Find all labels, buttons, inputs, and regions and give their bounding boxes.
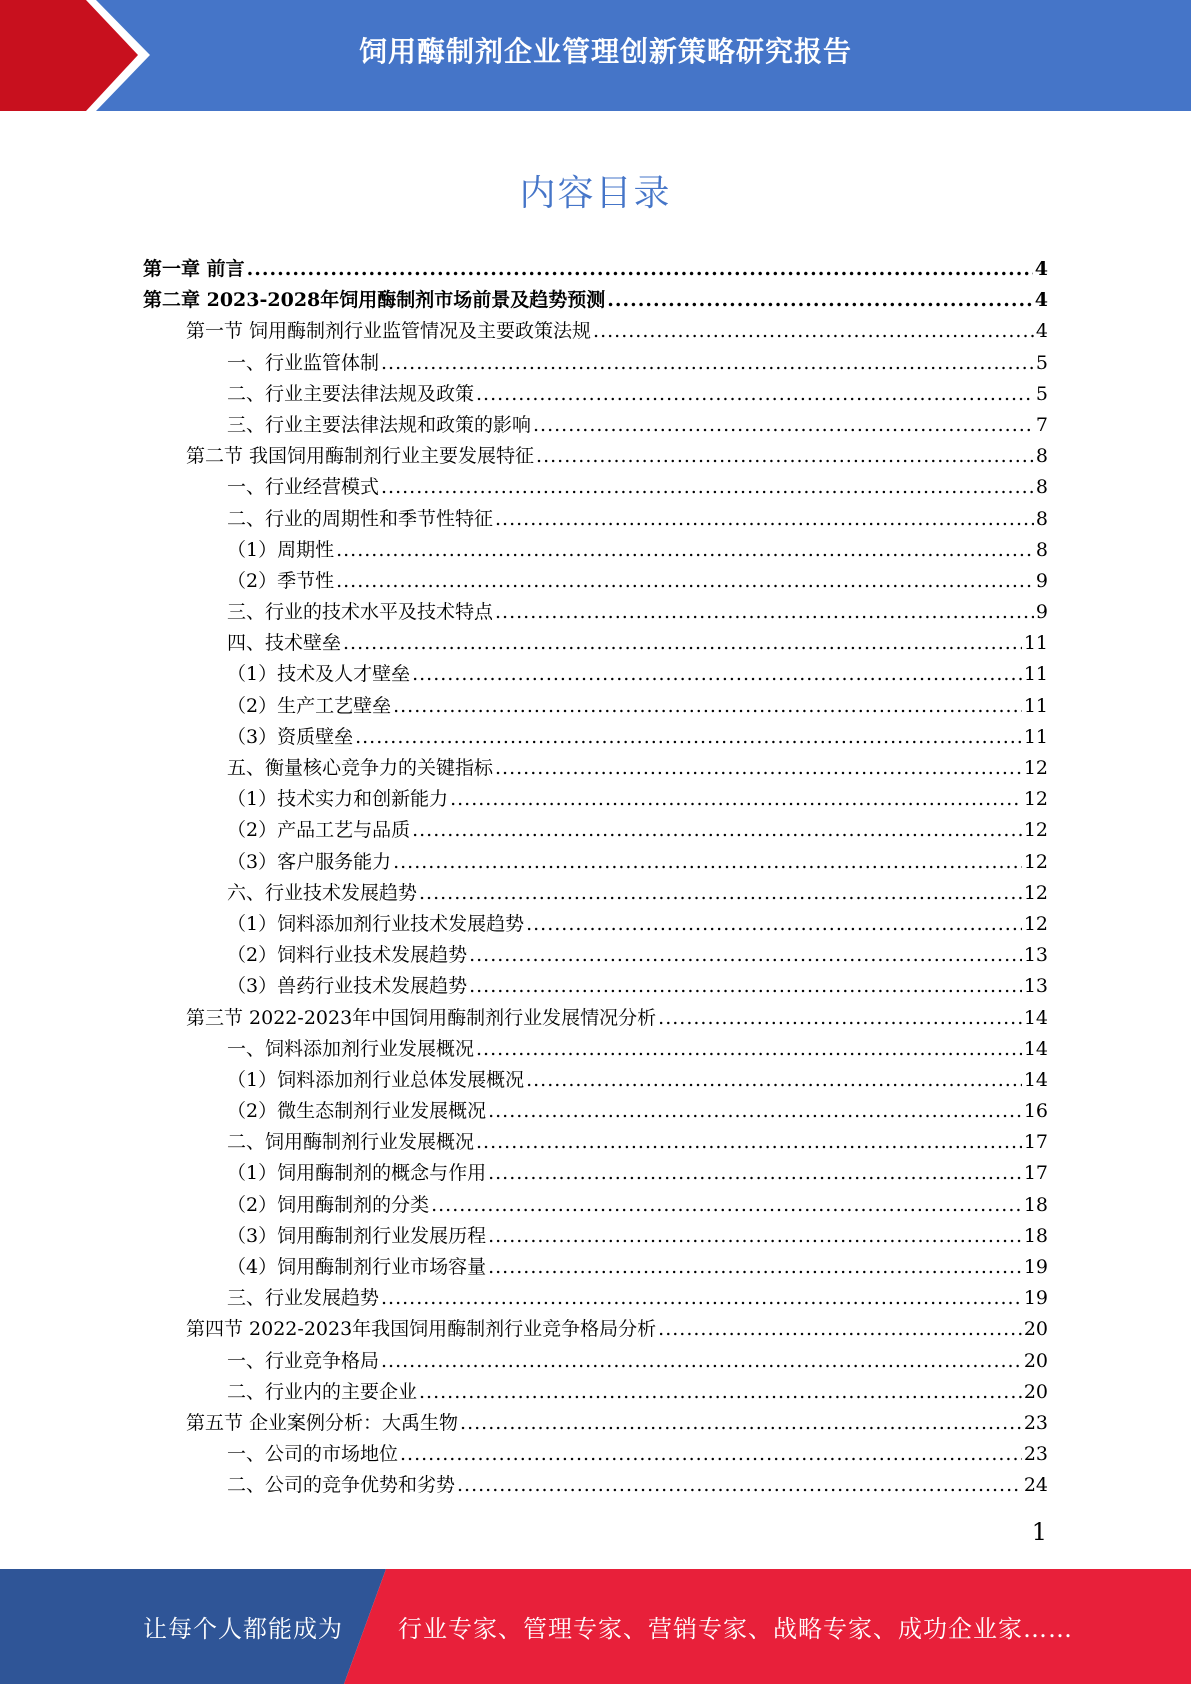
toc-dot-leader (658, 1003, 1022, 1034)
toc-entry-label: （1）饲料添加剂行业技术发展趋势 (227, 912, 525, 935)
toc-entry-page: 12 (1023, 881, 1048, 904)
toc-entry-label: 六、行业技术发展趋势 (227, 881, 418, 904)
toc-entry-page: 11 (1023, 694, 1048, 717)
toc-entry-page: 18 (1023, 1193, 1048, 1216)
toc-entry-label: （1）周期性 (227, 538, 335, 561)
toc-dot-leader (495, 597, 1034, 628)
toc-dot-leader (381, 348, 1034, 379)
toc-entry[interactable] (143, 1221, 1048, 1252)
table-of-contents (143, 254, 1048, 1502)
toc-entry-label: 二、行业的周期性和季节性特征 (227, 507, 494, 530)
toc-entry-label: （1）饲料添加剂行业总体发展概况 (227, 1068, 525, 1091)
toc-entry-label: 第一节 饲用酶制剂行业监管情况及主要政策法规 (186, 320, 592, 343)
toc-dot-leader (355, 722, 1022, 753)
toc-dot-leader (381, 1346, 1022, 1377)
toc-entry[interactable] (143, 535, 1048, 566)
toc-entry-page: 8 (1035, 476, 1048, 499)
toc-entry[interactable] (143, 1314, 1048, 1345)
page-number: 1 (1031, 1518, 1047, 1546)
toc-entry-label: 一、行业监管体制 (227, 351, 380, 374)
toc-dot-leader (431, 1190, 1022, 1221)
toc-entry[interactable] (143, 722, 1048, 753)
toc-entry-label: 一、行业竞争格局 (227, 1349, 380, 1372)
toc-entry-label: 第一章 前言 (143, 258, 245, 280)
toc-entry-page: 20 (1023, 1318, 1048, 1341)
toc-entry-label: 第二章 2023-2028年饲用酶制剂市场前景及趋势预测 (143, 289, 606, 312)
toc-entry-label: 第四节 2022-2023年我国饲用酶制剂行业竞争格局分析 (186, 1318, 657, 1341)
toc-entry-label: 二、饲用酶制剂行业发展概况 (227, 1131, 475, 1154)
toc-entry[interactable] (143, 504, 1048, 535)
toc-entry-page: 9 (1035, 569, 1048, 592)
toc-entry[interactable] (143, 909, 1048, 940)
toc-entry-page: 8 (1035, 445, 1048, 468)
toc-entry-page: 24 (1023, 1474, 1048, 1497)
toc-entry-label: 一、饲料添加剂行业发展概况 (227, 1037, 475, 1060)
toc-dot-leader (393, 691, 1022, 722)
toc-dot-leader (460, 1408, 1022, 1439)
report-title: 饲用酶制剂企业管理创新策略研究报告 (358, 35, 852, 68)
toc-entry-page: 17 (1023, 1131, 1048, 1154)
toc-dot-leader (419, 1377, 1022, 1408)
toc-entry-page: 5 (1035, 382, 1048, 405)
toc-dot-leader (488, 1158, 1022, 1189)
toc-entry-page: 4 (1035, 320, 1048, 343)
toc-entry[interactable] (143, 597, 1048, 628)
toc-entry-label: 三、行业发展趋势 (227, 1287, 380, 1310)
toc-dot-leader (658, 1314, 1022, 1345)
toc-entry-page: 20 (1023, 1349, 1048, 1372)
toc-dot-leader (412, 659, 1022, 690)
toc-entry-label: （3）饲用酶制剂行业发展历程 (227, 1224, 487, 1247)
toc-dot-leader (247, 254, 1033, 285)
toc-entry[interactable] (143, 691, 1048, 722)
toc-entry-page: 5 (1035, 351, 1048, 374)
toc-entry-page: 8 (1035, 507, 1048, 530)
toc-dot-leader (488, 1096, 1022, 1127)
toc-entry-page: 14 (1023, 1037, 1048, 1060)
toc-entry-page: 4 (1034, 258, 1048, 280)
toc-dot-leader (381, 472, 1034, 503)
toc-dot-leader (533, 410, 1034, 441)
toc-entry[interactable] (143, 316, 1048, 347)
toc-entry[interactable] (143, 1003, 1048, 1034)
toc-dot-leader (343, 628, 1022, 659)
toc-dot-leader (495, 753, 1022, 784)
toc-dot-leader (469, 971, 1022, 1002)
toc-entry-label: （3）资质壁垒 (227, 725, 354, 748)
toc-entry-page: 23 (1023, 1411, 1048, 1434)
toc-entry[interactable] (143, 940, 1048, 971)
toc-dot-leader (607, 285, 1033, 316)
toc-entry-page: 12 (1023, 912, 1048, 935)
toc-entry[interactable] (143, 659, 1048, 690)
toc-entry[interactable] (143, 566, 1048, 597)
toc-entry[interactable] (143, 1470, 1048, 1501)
toc-dot-leader (336, 566, 1034, 597)
toc-entry-page: 17 (1023, 1162, 1048, 1185)
toc-entry[interactable] (143, 472, 1048, 503)
toc-dot-leader (476, 1127, 1022, 1158)
toc-heading: 内容目录 (519, 173, 672, 214)
toc-entry-label: （2）季节性 (227, 569, 335, 592)
toc-dot-leader (469, 940, 1022, 971)
toc-entry[interactable] (143, 285, 1048, 316)
toc-entry-label: （3）客户服务能力 (227, 850, 392, 873)
toc-dot-leader (526, 909, 1022, 940)
toc-entry[interactable] (143, 1439, 1048, 1470)
toc-dot-leader (400, 1439, 1022, 1470)
toc-entry-page: 14 (1023, 1068, 1048, 1091)
toc-dot-leader (381, 1283, 1022, 1314)
toc-entry-page: 12 (1023, 850, 1048, 873)
toc-entry-label: （3）兽药行业技术发展趋势 (227, 975, 468, 998)
footer-slogan-left: 让每个人都能成为 (143, 1615, 343, 1643)
footer-slogan-right: 行业专家、管理专家、营销专家、战略专家、成功企业家…… (398, 1615, 1073, 1643)
toc-entry[interactable] (143, 878, 1048, 909)
toc-entry[interactable] (143, 1065, 1048, 1096)
toc-entry-label: 四、技术壁垒 (227, 632, 342, 655)
toc-dot-leader (593, 316, 1034, 347)
toc-entry[interactable] (143, 628, 1048, 659)
toc-entry[interactable] (143, 441, 1048, 472)
toc-entry-page: 9 (1035, 601, 1048, 624)
toc-entry-label: 第五节 企业案例分析：大禹生物 (186, 1411, 459, 1434)
toc-entry[interactable] (143, 254, 1048, 285)
toc-entry[interactable] (143, 1096, 1048, 1127)
toc-dot-leader (495, 504, 1034, 535)
toc-entry[interactable] (143, 1034, 1048, 1065)
report-header-bar (0, 0, 1191, 111)
toc-entry[interactable] (143, 1190, 1048, 1221)
toc-entry-label: （2）饲用酶制剂的分类 (227, 1193, 430, 1216)
toc-entry-page: 7 (1035, 413, 1048, 436)
toc-entry-label: 一、行业经营模式 (227, 476, 380, 499)
toc-entry-page: 12 (1023, 788, 1048, 811)
toc-entry-label: 第三节 2022-2023年中国饲用酶制剂行业发展情况分析 (186, 1006, 657, 1029)
toc-entry-page: 19 (1023, 1287, 1048, 1310)
toc-entry-label: 一、公司的市场地位 (227, 1443, 399, 1466)
toc-entry-label: （1）技术及人才壁垒 (227, 663, 411, 686)
toc-entry-label: （2）微生态制剂行业发展概况 (227, 1100, 487, 1123)
toc-entry[interactable] (143, 379, 1048, 410)
toc-entry-label: 二、行业主要法律法规及政策 (227, 382, 475, 405)
toc-entry-label: （1）技术实力和创新能力 (227, 788, 449, 811)
toc-dot-leader (526, 1065, 1022, 1096)
toc-entry[interactable] (143, 753, 1048, 784)
toc-entry[interactable] (143, 1408, 1048, 1439)
toc-entry-page: 14 (1023, 1006, 1048, 1029)
toc-dot-leader (476, 379, 1034, 410)
toc-dot-leader (488, 1221, 1022, 1252)
toc-entry[interactable] (143, 1283, 1048, 1314)
toc-entry-page: 11 (1023, 632, 1048, 655)
toc-entry-page: 11 (1023, 663, 1048, 686)
toc-entry-label: （2）产品工艺与品质 (227, 819, 411, 842)
toc-entry-page: 13 (1023, 975, 1048, 998)
toc-dot-leader (536, 441, 1034, 472)
toc-entry-label: （1）饲用酶制剂的概念与作用 (227, 1162, 487, 1185)
toc-entry[interactable] (143, 1158, 1048, 1189)
toc-dot-leader (488, 1252, 1022, 1283)
toc-entry[interactable] (143, 410, 1048, 441)
toc-entry[interactable] (143, 784, 1048, 815)
toc-entry-page: 13 (1023, 944, 1048, 967)
toc-entry[interactable] (143, 971, 1048, 1002)
toc-dot-leader (412, 815, 1022, 846)
toc-entry-page: 16 (1023, 1100, 1048, 1123)
toc-entry[interactable] (143, 1377, 1048, 1408)
toc-entry-label: （2）生产工艺壁垒 (227, 694, 392, 717)
toc-entry-label: 二、行业内的主要企业 (227, 1380, 418, 1403)
toc-entry-page: 23 (1023, 1443, 1048, 1466)
toc-entry-page: 11 (1023, 725, 1048, 748)
toc-dot-leader (393, 847, 1022, 878)
toc-entry-page: 20 (1023, 1380, 1048, 1403)
toc-entry[interactable] (143, 348, 1048, 379)
toc-entry[interactable] (143, 815, 1048, 846)
toc-dot-leader (336, 535, 1034, 566)
toc-entry-page: 8 (1035, 538, 1048, 561)
toc-entry-label: （4）饲用酶制剂行业市场容量 (227, 1256, 487, 1278)
toc-dot-leader (450, 784, 1022, 815)
toc-entry[interactable] (143, 1252, 1048, 1283)
toc-entry-page: 12 (1023, 819, 1048, 842)
toc-entry-label: 第二节 我国饲用酶制剂行业主要发展特征 (186, 445, 535, 468)
toc-entry-page: 12 (1023, 757, 1048, 779)
toc-entry[interactable] (143, 1346, 1048, 1377)
toc-entry-page: 4 (1034, 289, 1048, 312)
toc-entry-label: （2）饲料行业技术发展趋势 (227, 944, 468, 967)
toc-entry-label: 三、行业的技术水平及技术特点 (227, 601, 494, 624)
toc-entry-label: 二、公司的竞争优势和劣势 (227, 1474, 456, 1497)
toc-dot-leader (457, 1470, 1022, 1501)
toc-dot-leader (476, 1034, 1022, 1065)
report-footer (0, 1569, 1191, 1684)
toc-entry[interactable] (143, 1127, 1048, 1158)
toc-entry-page: 19 (1023, 1256, 1048, 1278)
toc-dot-leader (419, 878, 1022, 909)
toc-entry-page: 18 (1023, 1224, 1048, 1247)
toc-entry[interactable] (143, 847, 1048, 878)
toc-entry-label: 五、衡量核心竞争力的关键指标 (227, 757, 494, 779)
toc-entry-label: 三、行业主要法律法规和政策的影响 (227, 413, 532, 436)
